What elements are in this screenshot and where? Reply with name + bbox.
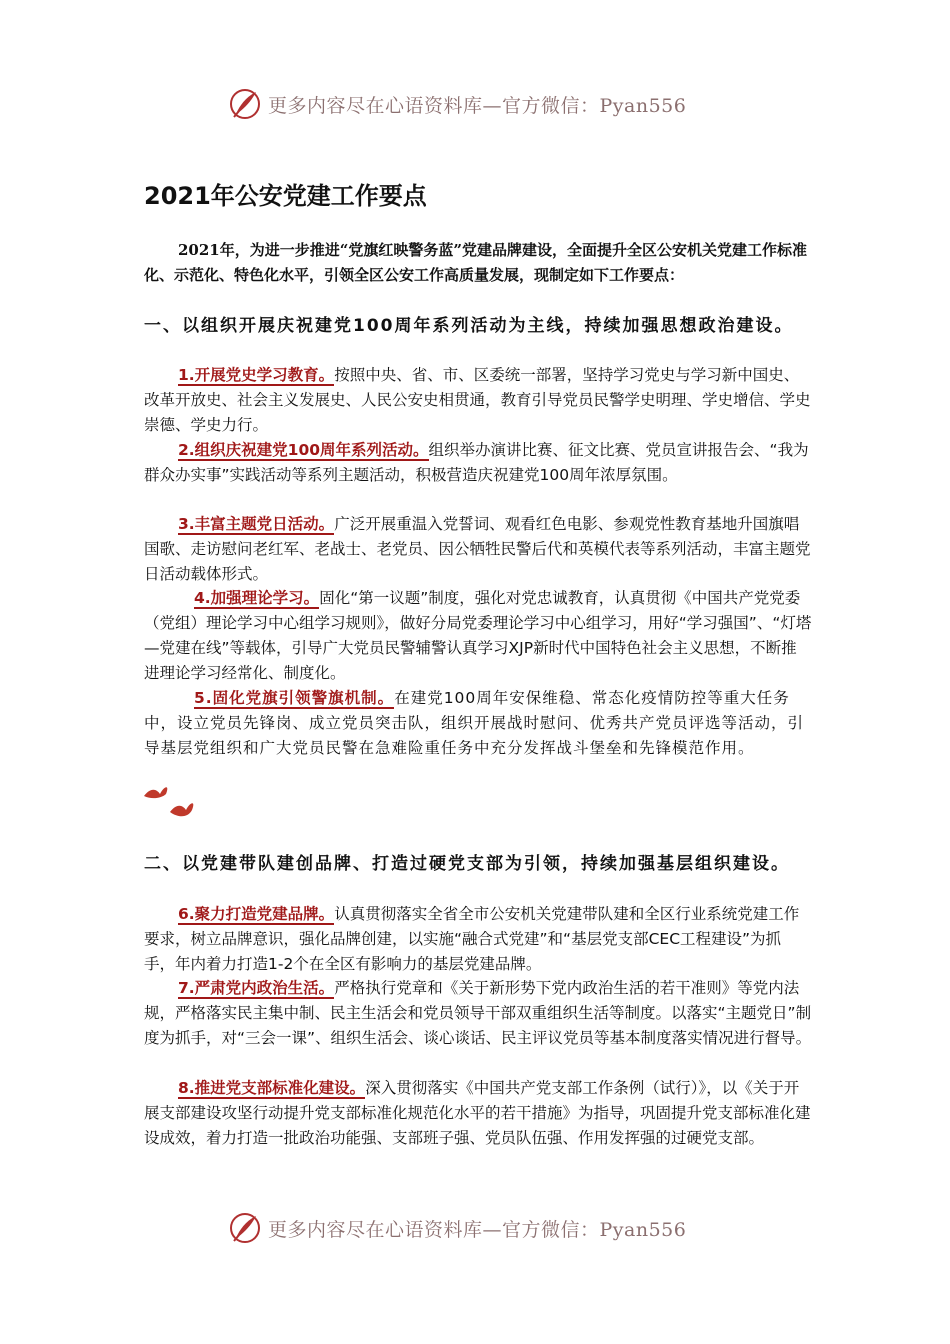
item-text: 深入贯彻落实《中国共产党支部工作条例（试行）》，以《关于开展支部建设攻坚行动提升党支部标准化规范化水平的若干措施》为指导，巩固提升党支部标准化建设成效，着力打造一批政治功能强、支部班子强、党员队伍强、作用发挥强的过硬党支部。 xyxy=(144,1079,811,1147)
list-item xyxy=(144,686,812,761)
item-text: 按照中央、省、市、区委统一部署，坚持学习党史与学习新中国史、改革开放史、社会主义发展史、人民公安史相贯通，教育引导党员民警学史明理、学史增信、学史崇德、学史力行。 xyxy=(144,366,811,434)
item-title: 6.聚力打造党建品牌。 xyxy=(178,905,335,923)
footer-banner-text: 更多内容尽在心语资料库—官方微信：Pyan556 xyxy=(268,1218,687,1241)
list-item xyxy=(144,512,812,587)
item-text: 在建党100周年安保维稳、常态化疫情防控等重大任务中，设立党员先锋岗、成立党员突击队，组织开展战时慰问、优秀共产党员评选等活动，引导基层党组织和广大党员民警在急难险重任务中充分发挥战斗堡垒和先锋模范作用。 xyxy=(144,689,805,757)
quill-pen-logo-icon xyxy=(228,1211,262,1245)
section-heading: 一、以组织开展庆祝建党100周年系列活动为主线，持续加强思想政治建设。 xyxy=(144,316,794,336)
item-text: 固化“第一议题”制度，强化对党忠诚教育，认真贯彻《中国共产党党委（党组）理论学习中心组学习规则》，做好分局党委理论学习中心组学习，用好“学习强国”、“灯塔—党建在线”等载体，引导广大党员民警辅警认真学习XJP新时代中国特色社会主义思想，不断推进理论学习经常化、制度化。 xyxy=(144,589,812,682)
list-item xyxy=(144,438,812,488)
list-item xyxy=(144,902,812,977)
quill-pen-logo-icon xyxy=(228,87,262,121)
item-title: 2.组织庆祝建党100周年系列活动。 xyxy=(178,441,429,459)
footer-banner xyxy=(228,1208,748,1248)
item-text: 严格执行党章和《关于新形势下党内政治生活的若干准则》等党内法规，严格落实民主集中制、民主生活会和党员领导干部双重组织生活等制度。以落实“主题党日”制度为抓手，对“三会一课”、组织生活会、谈心谈话、民主评议党员等基本制度落实情况进行督导。 xyxy=(144,979,812,1047)
item-title: 8.推进党支部标准化建设。 xyxy=(178,1079,366,1097)
item-title: 3.丰富主题党日活动。 xyxy=(178,515,335,533)
item-text: 认真贯彻落实全省全市公安机关党建带队建和全区行业系统党建工作要求，树立品牌意识，强化品牌创建，以实施“融合式党建”和“基层党支部CEC工程建设”为抓手，年内着力打造1-2个在全区有影响力的基层党建品牌。 xyxy=(144,905,800,973)
list-item xyxy=(144,976,812,1051)
document-title: 2021年公安党建工作要点 xyxy=(144,182,427,210)
flying-birds-icon xyxy=(140,782,196,824)
item-text: 组织举办演讲比赛、征文比赛、党员宣讲报告会、“我为群众办实事”实践活动等系列主题活动，积极营造庆祝建党100周年浓厚氛围。 xyxy=(144,441,809,484)
item-text: 广泛开展重温入党誓词、观看红色电影、参观党性教育基地升国旗唱国歌、走访慰问老红军、老战士、老党员、因公牺牲民警后代和英模代表等系列活动，丰富主题党日活动载体形式。 xyxy=(144,515,811,583)
item-title: 5.固化党旗引领警旗机制。 xyxy=(194,689,395,707)
section-heading: 二、以党建带队建创品牌、打造过硬党支部为引领，持续加强基层组织建设。 xyxy=(144,854,790,874)
item-title: 4.加强理论学习。 xyxy=(194,589,320,607)
list-item xyxy=(144,363,812,438)
item-title: 7.严肃党内政治生活。 xyxy=(178,979,335,997)
intro-paragraph: 2021年，为进一步推进“党旗红映警务蓝”党建品牌建设，全面提升全区公安机关党建工作标准化、示范化、特色化水平，引领全区公安工作高质量发展，现制定如下工作要点： xyxy=(144,241,808,284)
header-banner xyxy=(228,84,748,124)
list-item xyxy=(144,1076,812,1151)
list-item xyxy=(144,586,812,686)
item-title: 1.开展党史学习教育。 xyxy=(178,366,335,384)
header-banner-text: 更多内容尽在心语资料库—官方微信：Pyan556 xyxy=(268,94,687,117)
